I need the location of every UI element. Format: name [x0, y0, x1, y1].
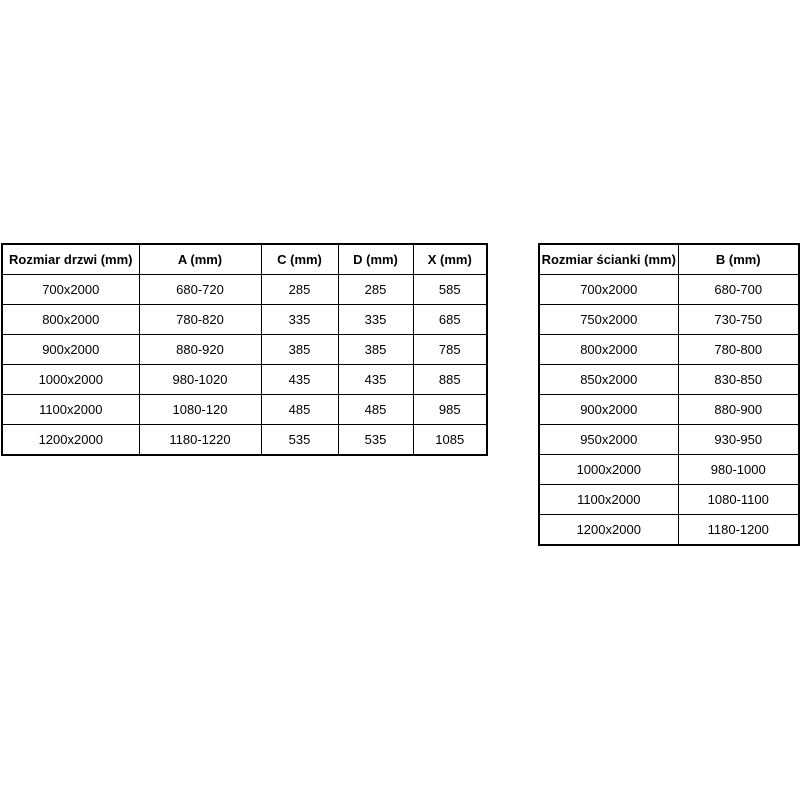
table-cell: 980-1000: [678, 455, 799, 485]
table-row: [539, 275, 799, 305]
table-cell: 1000x2000: [2, 365, 139, 395]
wall-size-table: [538, 243, 800, 546]
table-cell: 800x2000: [539, 335, 678, 365]
table-cell: 685: [413, 305, 487, 335]
table-cell: 385: [261, 335, 338, 365]
table-cell: 1100x2000: [539, 485, 678, 515]
column-header: X (mm): [413, 244, 487, 275]
table-row: [2, 335, 487, 365]
table-cell: 285: [261, 275, 338, 305]
table-row: [539, 335, 799, 365]
table-row: [2, 365, 487, 395]
table-row: [539, 395, 799, 425]
table-cell: 1180-1220: [139, 425, 261, 456]
table-row: [2, 395, 487, 425]
table-cell: 785: [413, 335, 487, 365]
column-header: A (mm): [139, 244, 261, 275]
table-cell: 680-700: [678, 275, 799, 305]
table-cell: 385: [338, 335, 413, 365]
column-header: B (mm): [678, 244, 799, 275]
header-row: [539, 244, 799, 275]
table-cell: 980-1020: [139, 365, 261, 395]
column-header: D (mm): [338, 244, 413, 275]
table-cell: 485: [338, 395, 413, 425]
table-row: [539, 485, 799, 515]
table-cell: 780-820: [139, 305, 261, 335]
table-row: [539, 365, 799, 395]
table-cell: 880-900: [678, 395, 799, 425]
column-header: Rozmiar ścianki (mm): [539, 244, 678, 275]
table-cell: 780-800: [678, 335, 799, 365]
table-row: [2, 425, 487, 456]
table-cell: 1100x2000: [2, 395, 139, 425]
table-cell: 900x2000: [2, 335, 139, 365]
table-cell: 1200x2000: [539, 515, 678, 546]
table-cell: 700x2000: [2, 275, 139, 305]
table-cell: 535: [338, 425, 413, 456]
table-cell: 900x2000: [539, 395, 678, 425]
table-cell: 850x2000: [539, 365, 678, 395]
table-cell: 930-950: [678, 425, 799, 455]
table-cell: 950x2000: [539, 425, 678, 455]
table-cell: 885: [413, 365, 487, 395]
table-row: [2, 305, 487, 335]
table-cell: 985: [413, 395, 487, 425]
header-row: [2, 244, 487, 275]
table-cell: 750x2000: [539, 305, 678, 335]
table-row: [539, 425, 799, 455]
table-cell: 730-750: [678, 305, 799, 335]
door-size-table: [1, 243, 488, 456]
table-cell: 435: [338, 365, 413, 395]
table-cell: 435: [261, 365, 338, 395]
table-cell: 880-920: [139, 335, 261, 365]
table-cell: 535: [261, 425, 338, 456]
table-cell: 800x2000: [2, 305, 139, 335]
table-cell: 1080-120: [139, 395, 261, 425]
table-cell: 1180-1200: [678, 515, 799, 546]
table-cell: 830-850: [678, 365, 799, 395]
table-cell: 1080-1100: [678, 485, 799, 515]
table-cell: 335: [261, 305, 338, 335]
table-cell: 285: [338, 275, 413, 305]
table-cell: 700x2000: [539, 275, 678, 305]
table-cell: 1000x2000: [539, 455, 678, 485]
table-row: [539, 305, 799, 335]
table-cell: 485: [261, 395, 338, 425]
table-cell: 680-720: [139, 275, 261, 305]
column-header: Rozmiar drzwi (mm): [2, 244, 139, 275]
table-cell: 1200x2000: [2, 425, 139, 456]
table-row: [539, 515, 799, 546]
column-header: C (mm): [261, 244, 338, 275]
table-cell: 335: [338, 305, 413, 335]
table-row: [2, 275, 487, 305]
table-cell: 585: [413, 275, 487, 305]
table-row: [539, 455, 799, 485]
table-cell: 1085: [413, 425, 487, 456]
